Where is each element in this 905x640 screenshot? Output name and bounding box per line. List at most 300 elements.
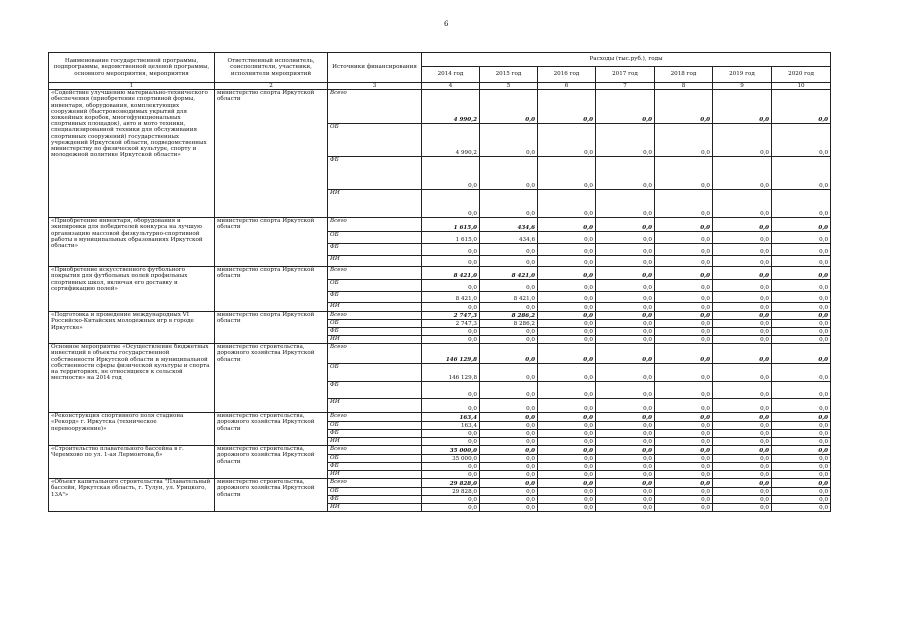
expense-value: 0,0 — [480, 463, 538, 471]
expense-value: 0,0 — [596, 446, 655, 455]
expense-value: 0,0 — [538, 504, 596, 512]
expense-value: 0,0 — [772, 157, 831, 190]
expense-value: 0,0 — [596, 422, 655, 430]
expense-value: 0,0 — [480, 124, 538, 157]
expense-value: 0,0 — [772, 471, 831, 479]
expense-value: 0,0 — [480, 399, 538, 413]
expense-value: 0,0 — [772, 446, 831, 455]
expense-value: 0,0 — [596, 455, 655, 463]
column-index: 1 — [49, 83, 215, 90]
funding-source: Всего — [328, 312, 422, 320]
expense-value: 0,0 — [538, 413, 596, 422]
header-row — [49, 53, 831, 67]
expense-value: 0,0 — [713, 364, 772, 382]
expense-value: 0,0 — [538, 90, 596, 124]
expense-value: 0,0 — [713, 267, 772, 280]
measure-name: «Приобретение инвентаря, оборудования и экипировки для победителей конкурса на лучшую организацию массовой физкультурно-спортивной работы в муниципальных образованиях Иркутской области» — [49, 218, 215, 267]
expense-value: 0,0 — [772, 430, 831, 438]
expense-value: 0,0 — [713, 157, 772, 190]
expense-value: 0,0 — [480, 256, 538, 267]
expense-value: 8 286,2 — [480, 320, 538, 328]
funding-source: ИИ — [328, 438, 422, 446]
expense-value: 0,0 — [655, 267, 713, 280]
expense-value: 0,0 — [772, 344, 831, 364]
expense-value: 0,0 — [596, 303, 655, 312]
measure-name: Основное мероприятие «Осуществление бюджетных инвестиций в объекты государственной собственности Иркутской области и муниципальной собственности сферы физической культуры и спорта на территориях, не относящихся к сельской местности» на 2014 год — [49, 344, 215, 413]
funding-source: ОБ — [328, 455, 422, 463]
column-index: 9 — [713, 83, 772, 90]
measure-executor: министерство строительства, дорожного хозяйства Иркутской области — [215, 344, 328, 413]
expense-value: 0,0 — [538, 244, 596, 256]
funding-source: ИИ — [328, 190, 422, 218]
expense-value: 0,0 — [713, 488, 772, 496]
expense-value: 0,0 — [480, 496, 538, 504]
expense-value: 8 421,0 — [480, 292, 538, 303]
funding-source: ИИ — [328, 303, 422, 312]
expense-value: 0,0 — [538, 312, 596, 320]
expense-value: 0,0 — [772, 218, 831, 232]
expense-value: 0,0 — [480, 90, 538, 124]
measure-executor: министерство строительства, дорожного хозяйства Иркутской области — [215, 446, 328, 479]
expense-value: 0,0 — [772, 256, 831, 267]
header-expenses: Расходы (тыс.руб.), годы — [422, 53, 831, 67]
source-row — [49, 218, 831, 232]
expense-value: 0,0 — [655, 336, 713, 344]
funding-source: ОБ — [328, 280, 422, 292]
expense-value: 0,0 — [596, 463, 655, 471]
expense-value: 0,0 — [655, 399, 713, 413]
expense-value: 0,0 — [480, 471, 538, 479]
expense-value: 0,0 — [480, 479, 538, 488]
funding-source: ФБ — [328, 463, 422, 471]
expense-value: 29 828,0 — [422, 488, 480, 496]
funding-source: ФБ — [328, 496, 422, 504]
expense-value: 163,4 — [422, 422, 480, 430]
expense-value: 0,0 — [772, 336, 831, 344]
expense-value: 0,0 — [713, 504, 772, 512]
measure-name: «Подготовка и проведение международных VI Российско-Китайских молодежных игр в городе Иркутске» — [49, 312, 215, 344]
expense-value: 0,0 — [713, 244, 772, 256]
expense-value: 0,0 — [596, 244, 655, 256]
expense-value: 0,0 — [538, 157, 596, 190]
expense-value: 0,0 — [480, 336, 538, 344]
expense-value: 0,0 — [538, 496, 596, 504]
expense-value: 0,0 — [538, 430, 596, 438]
expense-value: 0,0 — [538, 382, 596, 399]
header-name: Наименование государственной программы, подпрограммы, ведомственной целевой программы, основного мероприятия, мероприятия — [49, 53, 215, 83]
expense-value: 0,0 — [596, 399, 655, 413]
expense-value: 0,0 — [655, 504, 713, 512]
expense-value: 0,0 — [538, 399, 596, 413]
expense-value: 0,0 — [655, 438, 713, 446]
expense-value: 0,0 — [772, 438, 831, 446]
expense-value: 8 286,2 — [480, 312, 538, 320]
expense-value: 0,0 — [596, 430, 655, 438]
budget-table — [48, 52, 831, 512]
expense-value: 0,0 — [480, 364, 538, 382]
expense-value: 0,0 — [480, 504, 538, 512]
expense-value: 0,0 — [538, 344, 596, 364]
expense-value: 0,0 — [538, 256, 596, 267]
year-header: 2018 год — [655, 67, 713, 83]
expense-value: 0,0 — [655, 364, 713, 382]
expense-value: 0,0 — [772, 124, 831, 157]
expense-value: 0,0 — [772, 479, 831, 488]
expense-value: 0,0 — [538, 422, 596, 430]
expense-value: 0,0 — [538, 320, 596, 328]
expense-value: 0,0 — [480, 328, 538, 336]
year-header: 2016 год — [538, 67, 596, 83]
expense-value: 0,0 — [655, 446, 713, 455]
column-index: 4 — [422, 83, 480, 90]
expense-value: 0,0 — [713, 496, 772, 504]
expense-value: 0,0 — [713, 336, 772, 344]
year-header: 2015 год — [480, 67, 538, 83]
expense-value: 0,0 — [596, 312, 655, 320]
funding-source: Всего — [328, 413, 422, 422]
funding-source: ФБ — [328, 244, 422, 256]
expense-value: 0,0 — [772, 413, 831, 422]
expense-value: 0,0 — [596, 382, 655, 399]
funding-source: ОБ — [328, 488, 422, 496]
source-row — [49, 446, 831, 455]
funding-source: Всего — [328, 267, 422, 280]
expense-value: 0,0 — [480, 344, 538, 364]
expense-value: 0,0 — [596, 218, 655, 232]
expense-value: 0,0 — [713, 430, 772, 438]
expense-value: 0,0 — [713, 320, 772, 328]
budget-table-container — [48, 52, 830, 550]
funding-source: ИИ — [328, 471, 422, 479]
header-source: Источники финансирования — [328, 53, 422, 83]
column-index: 10 — [772, 83, 831, 90]
expense-value: 0,0 — [538, 488, 596, 496]
expense-value: 0,0 — [596, 256, 655, 267]
year-header: 2019 год — [713, 67, 772, 83]
expense-value: 0,0 — [713, 422, 772, 430]
expense-value: 0,0 — [538, 267, 596, 280]
expense-value: 434,6 — [480, 218, 538, 232]
expense-value: 8 421,0 — [422, 292, 480, 303]
measure-name: «Реконструкция спортивного поля стадиона «Рекорд» г. Иркутска (техническое перевооружение)» — [49, 413, 215, 446]
expense-value: 0,0 — [713, 90, 772, 124]
expense-value: 0,0 — [480, 303, 538, 312]
expense-value: 0,0 — [422, 190, 480, 218]
funding-source: ФБ — [328, 382, 422, 399]
expense-value: 0,0 — [596, 157, 655, 190]
measure-name: «Объект капитального строительства "Плавательный бассейн, Иркутская область, г. Тулун, ул. Урицкого, 13А"» — [49, 479, 215, 512]
expense-value: 0,0 — [713, 303, 772, 312]
expense-value: 0,0 — [422, 280, 480, 292]
expense-value: 0,0 — [596, 438, 655, 446]
expense-value: 0,0 — [655, 344, 713, 364]
expense-value: 0,0 — [655, 280, 713, 292]
header-executor: Ответственный исполнитель, соисполнители, участники, исполнители мероприятий — [215, 53, 328, 83]
expense-value: 0,0 — [480, 413, 538, 422]
measure-executor: министерство спорта Иркутской области — [215, 90, 328, 218]
funding-source: ИИ — [328, 336, 422, 344]
source-row — [49, 479, 831, 488]
expense-value: 0,0 — [713, 382, 772, 399]
expense-value: 0,0 — [480, 488, 538, 496]
expense-value: 0,0 — [422, 328, 480, 336]
source-row — [49, 413, 831, 422]
expense-value: 0,0 — [596, 124, 655, 157]
expense-value: 0,0 — [596, 320, 655, 328]
column-index: 3 — [328, 83, 422, 90]
expense-value: 35 000,0 — [422, 455, 480, 463]
expense-value: 0,0 — [480, 422, 538, 430]
expense-value: 0,0 — [713, 256, 772, 267]
expense-value: 4 990,2 — [422, 90, 480, 124]
funding-source: ОБ — [328, 232, 422, 244]
year-header: 2020 год — [772, 67, 831, 83]
expense-value: 2 747,3 — [422, 312, 480, 320]
measure-name: «Строительство плавательного бассейна в г. Черемхово по ул. 1-ая Лермонтова,б» — [49, 446, 215, 479]
measure-executor: министерство спорта Иркутской области — [215, 218, 328, 267]
expense-value: 0,0 — [713, 344, 772, 364]
funding-source: ФБ — [328, 328, 422, 336]
expense-value: 0,0 — [480, 190, 538, 218]
expense-value: 0,0 — [713, 218, 772, 232]
expense-value: 0,0 — [422, 496, 480, 504]
source-row — [49, 90, 831, 124]
measure-executor: министерство строительства, дорожного хозяйства Иркутской области — [215, 413, 328, 446]
funding-source: Всего — [328, 446, 422, 455]
expense-value: 0,0 — [596, 364, 655, 382]
funding-source: ФБ — [328, 430, 422, 438]
expense-value: 0,0 — [655, 413, 713, 422]
expense-value: 0,0 — [538, 364, 596, 382]
column-index: 2 — [215, 83, 328, 90]
funding-source: ИИ — [328, 399, 422, 413]
funding-source: ОБ — [328, 422, 422, 430]
source-row — [49, 344, 831, 364]
column-index: 7 — [596, 83, 655, 90]
measure-executor: министерство строительства, дорожного хозяйства Иркутской области — [215, 479, 328, 512]
expense-value: 0,0 — [538, 336, 596, 344]
expense-value: 0,0 — [596, 280, 655, 292]
expense-value: 0,0 — [772, 382, 831, 399]
expense-value: 0,0 — [538, 471, 596, 479]
expense-value: 0,0 — [596, 488, 655, 496]
expense-value: 0,0 — [596, 190, 655, 218]
expense-value: 0,0 — [772, 455, 831, 463]
funding-source: Всего — [328, 218, 422, 232]
expense-value: 1 615,0 — [422, 232, 480, 244]
funding-source: ОБ — [328, 364, 422, 382]
expense-value: 0,0 — [713, 471, 772, 479]
measure-executor: министерство спорта Иркутской области — [215, 267, 328, 312]
expense-value: 35 000,0 — [422, 446, 480, 455]
expense-value: 0,0 — [655, 218, 713, 232]
expense-value: 0,0 — [772, 488, 831, 496]
expense-value: 0,0 — [422, 382, 480, 399]
expense-value: 0,0 — [422, 157, 480, 190]
expense-value: 0,0 — [772, 399, 831, 413]
funding-source: Всего — [328, 90, 422, 124]
expense-value: 0,0 — [538, 463, 596, 471]
expense-value: 0,0 — [655, 422, 713, 430]
expense-value: 0,0 — [655, 488, 713, 496]
expense-value: 0,0 — [655, 232, 713, 244]
expense-value: 0,0 — [772, 267, 831, 280]
column-index: 5 — [480, 83, 538, 90]
expense-value: 0,0 — [772, 190, 831, 218]
expense-value: 0,0 — [713, 455, 772, 463]
expense-value: 0,0 — [772, 90, 831, 124]
expense-value: 0,0 — [480, 438, 538, 446]
expense-value: 0,0 — [713, 438, 772, 446]
expense-value: 0,0 — [655, 455, 713, 463]
expense-value: 0,0 — [480, 430, 538, 438]
expense-value: 0,0 — [713, 312, 772, 320]
funding-source: ОБ — [328, 320, 422, 328]
expense-value: 2 747,3 — [422, 320, 480, 328]
expense-value: 0,0 — [655, 496, 713, 504]
expense-value: 0,0 — [596, 336, 655, 344]
expense-value: 0,0 — [713, 280, 772, 292]
expense-value: 0,0 — [422, 463, 480, 471]
expense-value: 0,0 — [772, 292, 831, 303]
year-header: 2017 год — [596, 67, 655, 83]
expense-value: 434,6 — [480, 232, 538, 244]
expense-value: 0,0 — [422, 399, 480, 413]
expense-value: 0,0 — [480, 446, 538, 455]
expense-value: 0,0 — [480, 157, 538, 190]
expense-value: 0,0 — [655, 430, 713, 438]
expense-value: 0,0 — [713, 232, 772, 244]
expense-value: 0,0 — [772, 312, 831, 320]
table-body — [49, 53, 831, 512]
expense-value: 0,0 — [655, 471, 713, 479]
measure-name: «Приобретение искусственного футбольного покрытия для футбольных полей профильных спортивных школ, включая его доставку и сертификацию полей» — [49, 267, 215, 312]
expense-value: 0,0 — [538, 479, 596, 488]
funding-source: Всего — [328, 479, 422, 488]
expense-value: 0,0 — [596, 90, 655, 124]
expense-value: 0,0 — [655, 312, 713, 320]
funding-source: ИИ — [328, 504, 422, 512]
expense-value: 0,0 — [713, 463, 772, 471]
expense-value: 0,0 — [655, 479, 713, 488]
expense-value: 0,0 — [772, 280, 831, 292]
expense-value: 0,0 — [480, 280, 538, 292]
expense-value: 8 421,0 — [422, 267, 480, 280]
expense-value: 0,0 — [480, 244, 538, 256]
source-row — [49, 267, 831, 280]
column-index: 6 — [538, 83, 596, 90]
expense-value: 0,0 — [655, 157, 713, 190]
expense-value: 0,0 — [655, 244, 713, 256]
expense-value: 0,0 — [596, 496, 655, 504]
expense-value: 0,0 — [538, 438, 596, 446]
expense-value: 0,0 — [655, 463, 713, 471]
expense-value: 0,0 — [596, 292, 655, 303]
page-number: 6 — [444, 20, 449, 28]
expense-value: 0,0 — [713, 328, 772, 336]
expense-value: 0,0 — [538, 280, 596, 292]
funding-source: ОБ — [328, 124, 422, 157]
expense-value: 0,0 — [655, 328, 713, 336]
expense-value: 0,0 — [538, 455, 596, 463]
expense-value: 0,0 — [538, 232, 596, 244]
expense-value: 0,0 — [655, 190, 713, 218]
expense-value: 0,0 — [422, 256, 480, 267]
expense-value: 0,0 — [772, 364, 831, 382]
expense-value: 0,0 — [422, 438, 480, 446]
measure-executor: министерство спорта Иркутской области — [215, 312, 328, 344]
expense-value: 0,0 — [772, 422, 831, 430]
expense-value: 0,0 — [596, 413, 655, 422]
measure-name: «Содействие улучшению материально-технического обеспечения (приобретение спортивной формы, инвентаря, оборудования, комплектующих сооружений (быстровозводимых укрытий для хоккейных коробок, многофункциональных спортивных площадок), авто и мото техники, специализированной техники для обслуживания спортивных сооружений) государственных учреждений Иркутской области, подведомственных министерству по физической культуре, спорту и молодежной политике Иркутской области» — [49, 90, 215, 218]
funding-source: Всего — [328, 344, 422, 364]
expense-value: 0,0 — [772, 504, 831, 512]
expense-value: 0,0 — [538, 124, 596, 157]
expense-value: 0,0 — [655, 303, 713, 312]
expense-value: 0,0 — [713, 124, 772, 157]
expense-value: 0,0 — [480, 382, 538, 399]
expense-value: 0,0 — [538, 190, 596, 218]
expense-value: 0,0 — [655, 320, 713, 328]
expense-value: 0,0 — [655, 90, 713, 124]
expense-value: 146 129,8 — [422, 344, 480, 364]
year-header: 2014 год — [422, 67, 480, 83]
column-index: 8 — [655, 83, 713, 90]
funding-source: ИИ — [328, 256, 422, 267]
expense-value: 0,0 — [655, 292, 713, 303]
source-row — [49, 312, 831, 320]
expense-value: 0,0 — [713, 446, 772, 455]
expense-value: 0,0 — [713, 479, 772, 488]
expense-value: 0,0 — [538, 303, 596, 312]
expense-value: 0,0 — [655, 256, 713, 267]
expense-value: 29 828,0 — [422, 479, 480, 488]
expense-value: 0,0 — [713, 292, 772, 303]
expense-value: 0,0 — [422, 471, 480, 479]
expense-value: 0,0 — [422, 430, 480, 438]
expense-value: 163,4 — [422, 413, 480, 422]
expense-value: 1 615,0 — [422, 218, 480, 232]
expense-value: 0,0 — [538, 446, 596, 455]
funding-source: ФБ — [328, 157, 422, 190]
expense-value: 0,0 — [772, 244, 831, 256]
expense-value: 0,0 — [596, 328, 655, 336]
expense-value: 0,0 — [596, 232, 655, 244]
expense-value: 0,0 — [596, 479, 655, 488]
expense-value: 0,0 — [596, 267, 655, 280]
expense-value: 0,0 — [422, 303, 480, 312]
expense-value: 0,0 — [538, 292, 596, 303]
funding-source: ФБ — [328, 292, 422, 303]
expense-value: 0,0 — [772, 328, 831, 336]
expense-value: 0,0 — [713, 190, 772, 218]
expense-value: 0,0 — [538, 328, 596, 336]
expense-value: 0,0 — [772, 320, 831, 328]
expense-value: 0,0 — [480, 455, 538, 463]
expense-value: 0,0 — [538, 218, 596, 232]
expense-value: 4 990,2 — [422, 124, 480, 157]
expense-value: 146 129,8 — [422, 364, 480, 382]
expense-value: 0,0 — [713, 399, 772, 413]
expense-value: 0,0 — [422, 504, 480, 512]
expense-value: 0,0 — [596, 504, 655, 512]
expense-value: 0,0 — [422, 336, 480, 344]
expense-value: 8 421,0 — [480, 267, 538, 280]
expense-value: 0,0 — [772, 496, 831, 504]
expense-value: 0,0 — [422, 244, 480, 256]
expense-value: 0,0 — [655, 382, 713, 399]
expense-value: 0,0 — [772, 303, 831, 312]
